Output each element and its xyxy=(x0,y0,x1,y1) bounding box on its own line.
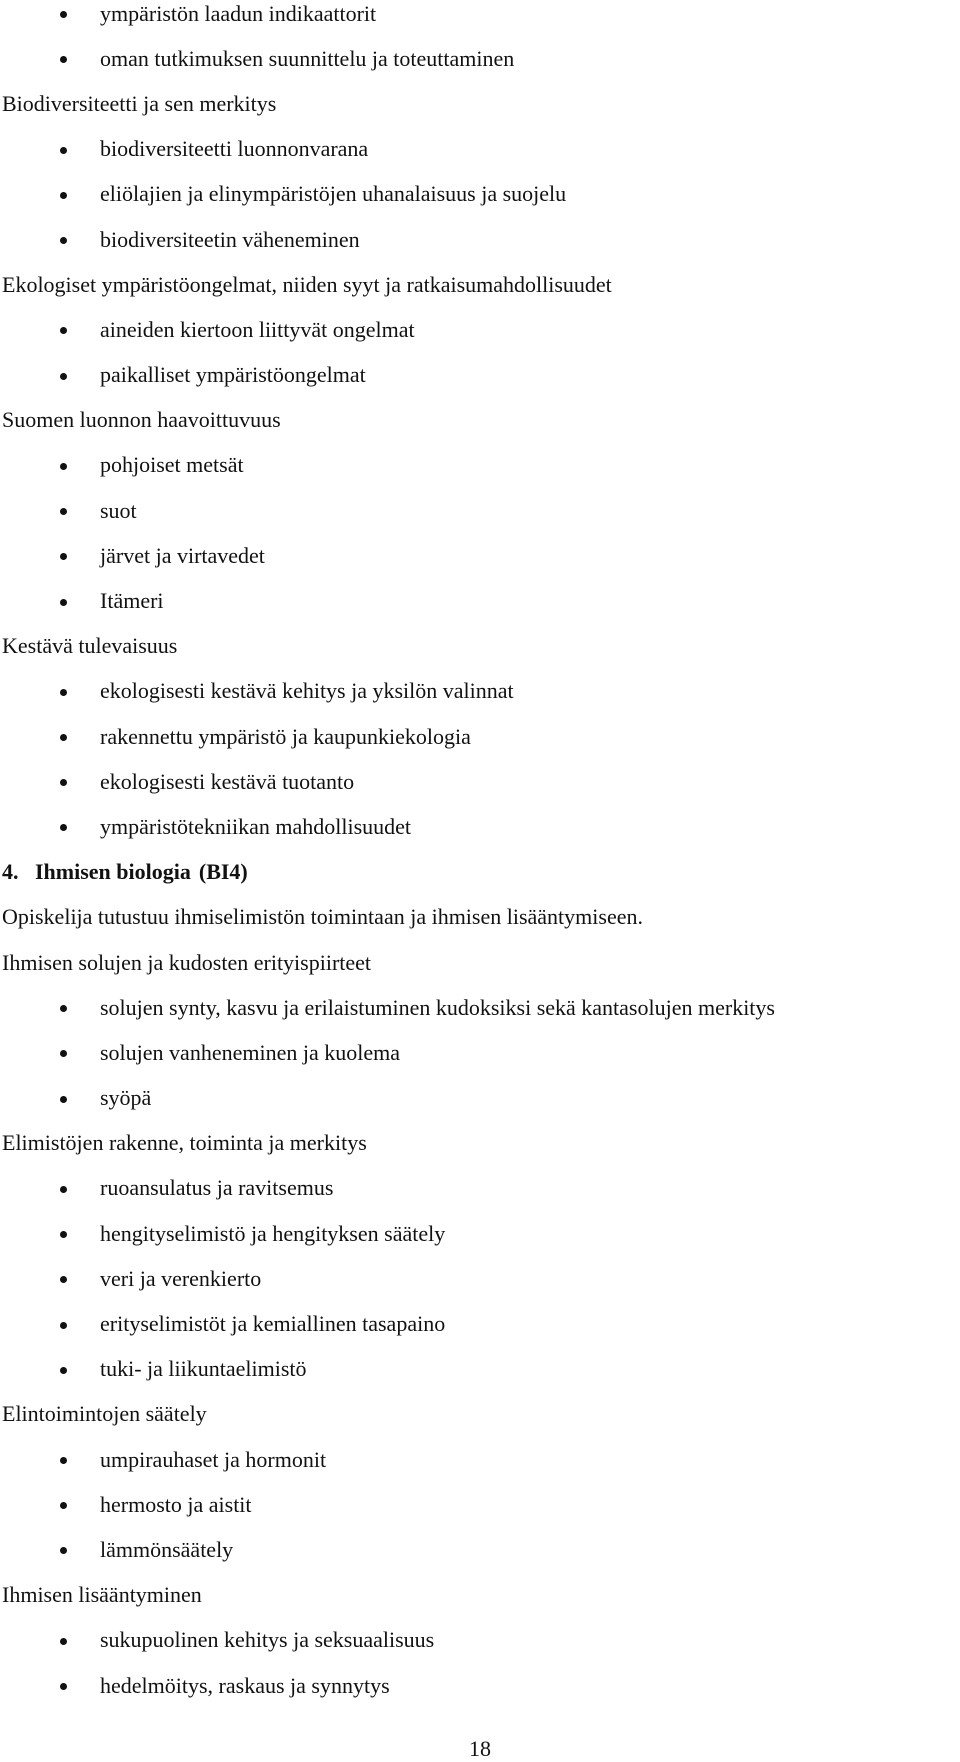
bullet-icon xyxy=(60,1457,67,1464)
list-item-text: Itämeri xyxy=(100,588,164,614)
topic-heading: Ekologiset ympäristöongelmat, niiden syyt ja ratkaisumahdollisuudet xyxy=(2,271,612,297)
document-body xyxy=(2,0,957,1708)
list-item-text: solujen synty, kasvu ja erilaistuminen kudoksiksi sekä kantasolujen merkitys xyxy=(100,994,775,1020)
list-item-text: pohjoiset metsät xyxy=(100,452,244,478)
list-item-text: rakennettu ympäristö ja kaupunkiekologia xyxy=(100,723,471,749)
list-item xyxy=(2,1211,957,1256)
list-item-text: ruoansulatus ja ravitsemus xyxy=(100,1175,334,1201)
list-item xyxy=(2,307,957,352)
section-heading xyxy=(2,850,957,895)
bullet-icon xyxy=(60,1367,67,1374)
bullet-icon xyxy=(60,1231,67,1238)
list-item-text: erityselimistöt ja kemiallinen tasapaino xyxy=(100,1311,446,1337)
bullet-icon xyxy=(60,56,67,63)
list-item-text: lämmönsäätely xyxy=(100,1536,234,1562)
bullet-icon xyxy=(60,1638,67,1645)
list-item xyxy=(2,443,957,488)
list-item xyxy=(2,804,957,849)
list-item-text: umpirauhaset ja hormonit xyxy=(100,1446,327,1472)
list-item xyxy=(2,1076,957,1121)
bullet-icon xyxy=(60,192,67,199)
list-item-text: aineiden kiertoon liittyvät ongelmat xyxy=(100,316,415,342)
bullet-icon xyxy=(60,1683,67,1690)
list-item-text: ympäristötekniikan mahdollisuudet xyxy=(100,813,412,839)
bullet-icon xyxy=(60,327,67,334)
list-item xyxy=(2,127,957,172)
topic-heading: Ihmisen lisääntyminen xyxy=(2,1582,202,1608)
section-number: 4. xyxy=(2,859,19,885)
topic-heading: Elintoimintojen säätely xyxy=(2,1401,207,1427)
page-number: 18 xyxy=(469,1736,491,1761)
list-item-text: biodiversiteetin väheneminen xyxy=(100,226,360,252)
list-item-text: ympäristön laadun indikaattorit xyxy=(100,0,377,26)
list-item-text: veri ja verenkierto xyxy=(100,1265,262,1291)
list-item-text: paikalliset ympäristöongelmat xyxy=(100,362,366,388)
list-item-text: syöpä xyxy=(100,1085,152,1111)
list-item xyxy=(2,985,957,1030)
list-item-text: hermosto ja aistit xyxy=(100,1491,252,1517)
list-item xyxy=(2,1437,957,1482)
section-title: Ihmisen biologia xyxy=(35,859,191,885)
list-item xyxy=(2,1482,957,1527)
bullet-icon xyxy=(60,373,67,380)
list-item-text: ekologisesti kestävä tuotanto xyxy=(100,768,355,794)
topic-heading: Kestävä tulevaisuus xyxy=(2,633,178,659)
list-item-text: eliölajien ja elinympäristöjen uhanalaisuus ja suojelu xyxy=(100,181,567,207)
bullet-icon xyxy=(60,599,67,606)
list-item-text: suot xyxy=(100,497,137,523)
list-item-text: ekologisesti kestävä kehitys ja yksilön valinnat xyxy=(100,678,514,704)
list-item-text: hengityselimistö ja hengityksen säätely xyxy=(100,1220,446,1246)
list-item-text: tuki- ja liikuntaelimistö xyxy=(100,1356,307,1382)
list-item xyxy=(2,1618,957,1663)
list-item-text: solujen vanheneminen ja kuolema xyxy=(100,1039,400,1065)
topic-heading: Ihmisen solujen ja kudosten erityispiirteet xyxy=(2,949,372,975)
list-item xyxy=(2,1663,957,1708)
list-item-text: sukupuolinen kehitys ja seksuaalisuus xyxy=(100,1627,435,1653)
list-item xyxy=(2,172,957,217)
topic-heading: Opiskelija tutustuu ihmiselimistön toimintaan ja ihmisen lisääntymiseen. xyxy=(2,904,643,930)
bullet-icon xyxy=(60,824,67,831)
bullet-icon xyxy=(60,237,67,244)
list-item xyxy=(2,0,957,36)
list-item xyxy=(2,669,957,714)
bullet-icon xyxy=(60,1276,67,1283)
list-item xyxy=(2,1301,957,1346)
list-item xyxy=(2,1030,957,1075)
bullet-icon xyxy=(60,11,67,18)
list-item xyxy=(2,759,957,804)
bullet-icon xyxy=(60,553,67,560)
bullet-icon xyxy=(60,779,67,786)
topic-heading: Biodiversiteetti ja sen merkitys xyxy=(2,90,277,116)
bullet-icon xyxy=(60,508,67,515)
list-item xyxy=(2,1166,957,1211)
list-item xyxy=(2,217,957,262)
bullet-icon xyxy=(60,1096,67,1103)
list-item xyxy=(2,1256,957,1301)
list-item-text: hedelmöitys, raskaus ja synnytys xyxy=(100,1672,390,1698)
bullet-icon xyxy=(60,1005,67,1012)
list-item xyxy=(2,578,957,623)
list-item xyxy=(2,1527,957,1572)
list-item xyxy=(2,714,957,759)
bullet-icon xyxy=(60,1186,67,1193)
bullet-icon xyxy=(60,1322,67,1329)
list-item-text: järvet ja virtavedet xyxy=(100,542,265,568)
bullet-icon xyxy=(60,1547,67,1554)
bullet-icon xyxy=(60,689,67,696)
list-item-text: biodiversiteetti luonnonvarana xyxy=(100,136,369,162)
list-item-text: oman tutkimuksen suunnittelu ja toteuttaminen xyxy=(100,45,515,71)
bullet-icon xyxy=(60,147,67,154)
bullet-icon xyxy=(60,463,67,470)
list-item xyxy=(2,488,957,533)
list-item xyxy=(2,36,957,81)
list-item xyxy=(2,353,957,398)
course-code: (BI4) xyxy=(198,859,248,885)
bullet-icon xyxy=(60,1502,67,1509)
bullet-icon xyxy=(60,1050,67,1057)
bullet-icon xyxy=(60,734,67,741)
topic-heading: Suomen luonnon haavoittuvuus xyxy=(2,407,281,433)
list-item xyxy=(2,533,957,578)
topic-heading: Elimistöjen rakenne, toiminta ja merkitys xyxy=(2,1130,367,1156)
list-item xyxy=(2,1347,957,1392)
